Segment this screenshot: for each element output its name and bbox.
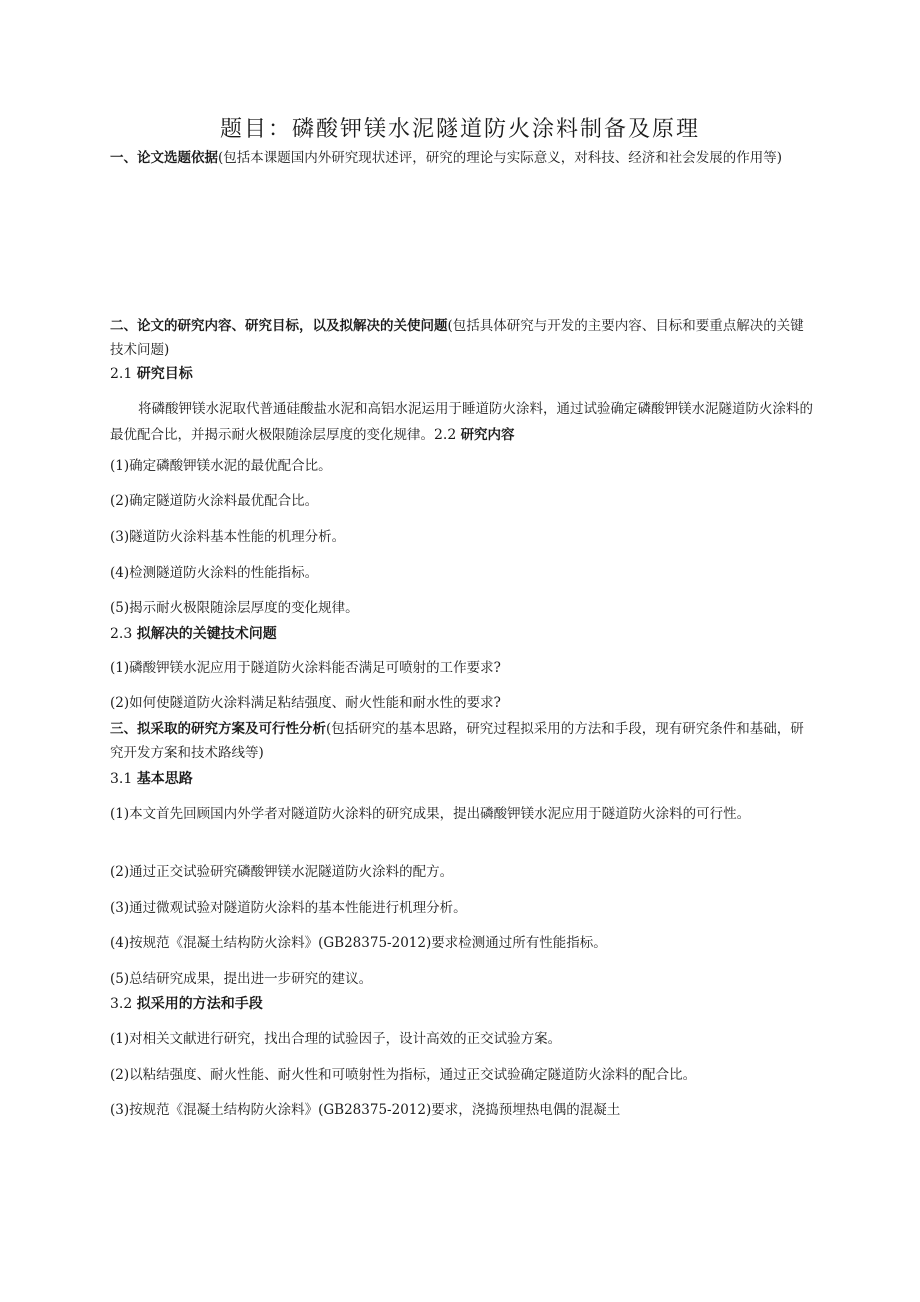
list-item-2-2-2: (2)确定隧道防火涂料最优配合比。 bbox=[110, 493, 319, 509]
list-item-3-1-1: (1)本文首先回顾国内外学者对隧道防火涂料的研究成果，提出磷酸钾镁水泥应用于隧道防火涂料的可行性。 bbox=[110, 806, 751, 822]
section-1-note: (包括本课题国内外研究现状述评，研究的理论与实际意义，对科技、经济和社会发展的作用等) bbox=[218, 150, 783, 166]
heading-3-1-number: 3.1 bbox=[110, 771, 133, 787]
list-item-2-3-1: (1)磷酸钾镁水泥应用于隧道防火涂料能否满足可喷射的工作要求? bbox=[110, 660, 501, 676]
heading-2-3 bbox=[110, 622, 815, 646]
goal-paragraph bbox=[110, 396, 815, 448]
document-title: 题目：磷酸钾镁水泥隧道防火涂料制备及原理 bbox=[219, 117, 700, 142]
heading-2-3-number: 2.3 bbox=[110, 626, 133, 642]
section-3 bbox=[110, 717, 815, 765]
heading-3-1 bbox=[110, 767, 815, 791]
section-2-note: (包括具体研究与开发的主要内容、目标和要重点解决的关键技术问题) bbox=[110, 318, 804, 358]
section-2-heading: 二、论文的研究内容、研究目标，以及拟解决的关使问题 bbox=[110, 318, 448, 334]
heading-3-2 bbox=[110, 992, 815, 1016]
goal-paragraph-text: 将磷酸钾镁水泥取代普通硅酸盐水泥和高铝水泥运用于睡道防火涂料，通过试验确定磷酸钾镁水泥隧道防火涂料的最优配合比，并揭示耐火极限随涂层厚度的变化规律。 bbox=[110, 401, 813, 443]
list-item-3-1-3: (3)通过微观试验对隧道防火涂料的基本性能进行机理分析。 bbox=[110, 900, 467, 916]
section-3-note: (包括研究的基本思路，研究过程拟采用的方法和手段，现有研究条件和基础，研究开发方案和技术路线等) bbox=[110, 721, 804, 761]
list-item-2-3-2: (2)如何使隧道防火涂料满足粘结强度、耐火性能和耐水性的要求? bbox=[110, 695, 501, 711]
heading-2-2-label: 研究内容 bbox=[460, 427, 515, 443]
heading-2-2-number: 2.2 bbox=[434, 427, 457, 443]
list-item-3-1-2: (2)通过正交试验研究磷酸钾镁水泥隧道防火涂料的配方。 bbox=[110, 864, 454, 880]
section-1 bbox=[110, 146, 815, 170]
heading-3-2-number: 3.2 bbox=[110, 996, 133, 1012]
heading-2-1-label: 研究目标 bbox=[136, 366, 193, 382]
heading-3-1-label: 基本思路 bbox=[136, 771, 193, 787]
list-item-3-1-5: (5)总结研究成果，提出进一步研究的建议。 bbox=[110, 971, 373, 987]
heading-3-2-label: 拟采用的方法和手段 bbox=[136, 996, 263, 1012]
list-item-3-2-1: (1)对相关文献进行研究，找出合理的试验因子，设计高效的正交试验方案。 bbox=[110, 1031, 562, 1047]
list-item-2-2-1: (1)确定磷酸钾镁水泥的最优配合比。 bbox=[110, 458, 332, 474]
list-item-3-1-4: (4)按规范《混凝土结构防火涂料》(GB28375-2012)要求检测通过所有性能指标。 bbox=[110, 935, 607, 951]
section-1-heading: 一、论文选题依据 bbox=[110, 150, 218, 166]
list-item-2-2-3: (3)隧道防火涂料基本性能的机理分析。 bbox=[110, 529, 346, 545]
heading-2-3-label: 拟解决的关键技术问题 bbox=[136, 626, 277, 642]
heading-2-1 bbox=[110, 362, 815, 386]
list-item-2-2-5: (5)揭示耐火极限随涂层厚度的变化规律。 bbox=[110, 600, 359, 616]
section-3-heading: 三、拟采取的研究方案及可行性分析 bbox=[110, 721, 326, 737]
list-item-3-2-3: (3)按规范《混凝土结构防火涂料》(GB28375-2012)要求，浇捣预埋热电偶的混凝土 bbox=[110, 1102, 621, 1118]
section-2 bbox=[110, 314, 815, 362]
heading-2-1-number: 2.1 bbox=[110, 366, 133, 382]
list-item-2-2-4: (4)检测隧道防火涂料的性能指标。 bbox=[110, 565, 319, 581]
list-item-3-2-2: (2)以粘结强度、耐火性能、耐火性和可喷射性为指标，通过正交试验确定隧道防火涂料的配合比。 bbox=[110, 1067, 697, 1083]
